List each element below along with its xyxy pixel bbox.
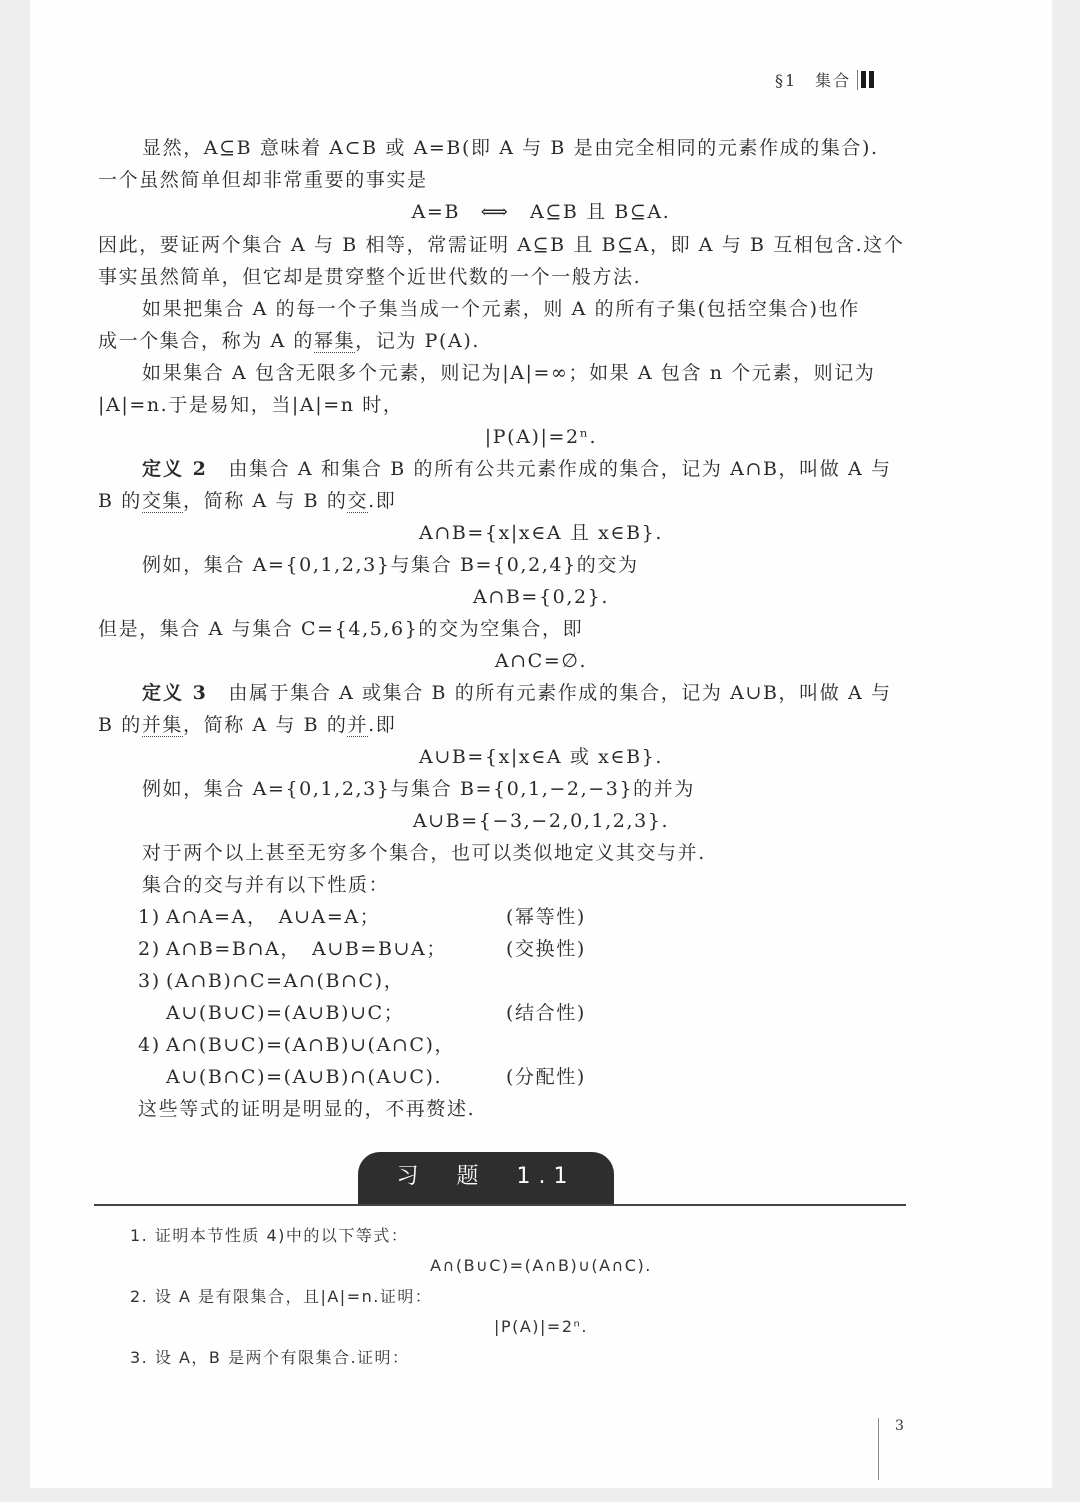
page-number: 3 xyxy=(895,1418,904,1434)
paragraph-line: |A|=n.于是易知，当|A|=n 时， xyxy=(98,394,404,416)
property-number: 3) xyxy=(138,970,161,992)
text-run: B 的 xyxy=(98,714,142,736)
paragraph-line: 一个虽然简单但却非常重要的事实是 xyxy=(98,169,428,191)
paragraph-line: 例如，集合 A={0,1,2,3}与集合 B={0,2,4}的交为 xyxy=(142,554,639,576)
page-number-rule xyxy=(878,1418,879,1480)
display-formula: A∩B={x|x∈A 且 x∈B}. xyxy=(419,522,663,544)
property-formula: (A∩B)∩C=A∩(B∩C)， xyxy=(166,970,405,992)
exercise-banner: 习 题 1.1 xyxy=(358,1152,614,1204)
header-section-title: §1 集合 xyxy=(775,71,852,90)
property-line xyxy=(138,1033,1052,1057)
header-mark xyxy=(861,71,866,88)
display-formula: A∩C=∅. xyxy=(494,650,588,672)
text-run: .即 xyxy=(368,714,397,736)
exercise-item: 3. 设 A，B 是两个有限集合.证明： xyxy=(130,1348,410,1367)
paragraph-line xyxy=(98,489,1052,513)
definition-label: 定义 2 xyxy=(142,458,208,480)
display-formula: |P(A)|=2ⁿ. xyxy=(484,426,598,448)
header-divider xyxy=(857,70,858,90)
term-intersection: 交 xyxy=(347,490,369,512)
exercise-formula: A∩(B∪C)=(A∩B)∪(A∩C). xyxy=(430,1256,652,1275)
paragraph-line: 如果集合 A 包含无限多个元素，则记为|A|=∞；如果 A 包含 n 个元素，则记为 xyxy=(142,362,876,384)
property-name: (幂等性) xyxy=(506,906,586,928)
property-number: 4) xyxy=(138,1034,161,1056)
text-run: 成一个集合，称为 A 的 xyxy=(98,330,315,352)
paragraph-line: 这些等式的证明是明显的，不再赘述. xyxy=(138,1098,476,1120)
exercise-item: 1. 证明本节性质 4)中的以下等式： xyxy=(130,1226,409,1245)
text-run: ，简称 A 与 B 的 xyxy=(183,714,348,736)
text-run: ，记为 P(A). xyxy=(355,330,481,352)
property-number: 1) xyxy=(138,906,161,928)
paragraph-line: 因此，要证两个集合 A 与 B 相等，常需证明 A⊆B 且 B⊆A，即 A 与 B 互相包含.这个 xyxy=(98,234,905,256)
paragraph-line xyxy=(98,713,1052,737)
definition-2 xyxy=(142,457,1052,481)
paragraph-line xyxy=(98,329,1052,353)
display-formula: A∩B={0,2}. xyxy=(473,586,609,608)
header-mark xyxy=(869,71,874,88)
property-line xyxy=(138,969,1052,993)
book-page xyxy=(30,0,1052,1488)
term-union: 并 xyxy=(347,714,369,736)
paragraph-line: 显然，A⊆B 意味着 A⊂B 或 A=B(即 A 与 B 是由完全相同的元素作成的集合). xyxy=(142,137,879,159)
display-formula: A∪B={−3,−2,0,1,2,3}. xyxy=(412,810,670,832)
property-line xyxy=(138,1001,1052,1025)
property-name: (交换性) xyxy=(506,938,586,960)
paragraph-line: 集合的交与并有以下性质： xyxy=(142,874,390,896)
property-name: (分配性) xyxy=(506,1066,586,1088)
definition-3 xyxy=(142,681,1052,705)
property-name: (结合性) xyxy=(506,1002,586,1024)
text-run: ，简称 A 与 B 的 xyxy=(183,490,348,512)
paragraph-line: 但是，集合 A 与集合 C={4,5,6}的交为空集合，即 xyxy=(98,618,584,640)
term-intersection-set: 交集 xyxy=(141,490,184,512)
text-run: 由属于集合 A 或集合 B 的所有元素作成的集合，记为 A∪B，叫做 A 与 xyxy=(228,682,892,704)
running-header xyxy=(775,68,874,91)
text-run: B 的 xyxy=(98,490,142,512)
text-run: 由集合 A 和集合 B 的所有公共元素作成的集合，记为 A∩B，叫做 A 与 xyxy=(228,458,892,480)
display-formula: A∪B={x|x∈A 或 x∈B}. xyxy=(419,746,663,768)
term-power-set: 幂集 xyxy=(314,330,356,352)
property-formula: A∪(B∪C)=(A∪B)∪C； xyxy=(166,1002,405,1024)
property-formula: A∩B=B∩A， A∪B=B∪A； xyxy=(166,938,447,960)
property-formula: A∩A=A， A∪A=A； xyxy=(166,906,381,928)
exercise-formula: |P(A)|=2ⁿ. xyxy=(494,1317,588,1336)
term-union-set: 并集 xyxy=(141,714,184,736)
property-number: 2) xyxy=(138,938,161,960)
property-line xyxy=(138,1065,1052,1089)
property-line xyxy=(138,937,1052,961)
text-run: .即 xyxy=(368,490,397,512)
display-formula: A=B ⟺ A⊆B 且 B⊆A. xyxy=(411,201,671,223)
definition-label: 定义 3 xyxy=(142,682,208,704)
property-formula: A∪(B∩C)=(A∪B)∩(A∪C). xyxy=(166,1066,443,1088)
paragraph-line: 事实虽然简单，但它却是贯穿整个近世代数的一个一般方法. xyxy=(98,266,642,288)
property-formula: A∩(B∪C)=(A∩B)∪(A∩C)， xyxy=(166,1034,456,1056)
paragraph-line: 对于两个以上甚至无穷多个集合，也可以类似地定义其交与并. xyxy=(142,842,706,864)
exercise-item: 2. 设 A 是有限集合，且|A|=n.证明： xyxy=(130,1287,433,1306)
exercise-rule xyxy=(94,1204,906,1206)
paragraph-line: 例如，集合 A={0,1,2,3}与集合 B={0,1,−2,−3}的并为 xyxy=(142,778,695,800)
property-line xyxy=(138,905,1052,929)
paragraph-line: 如果把集合 A 的每一个子集当成一个元素，则 A 的所有子集(包括空集合)也作 xyxy=(142,298,860,320)
